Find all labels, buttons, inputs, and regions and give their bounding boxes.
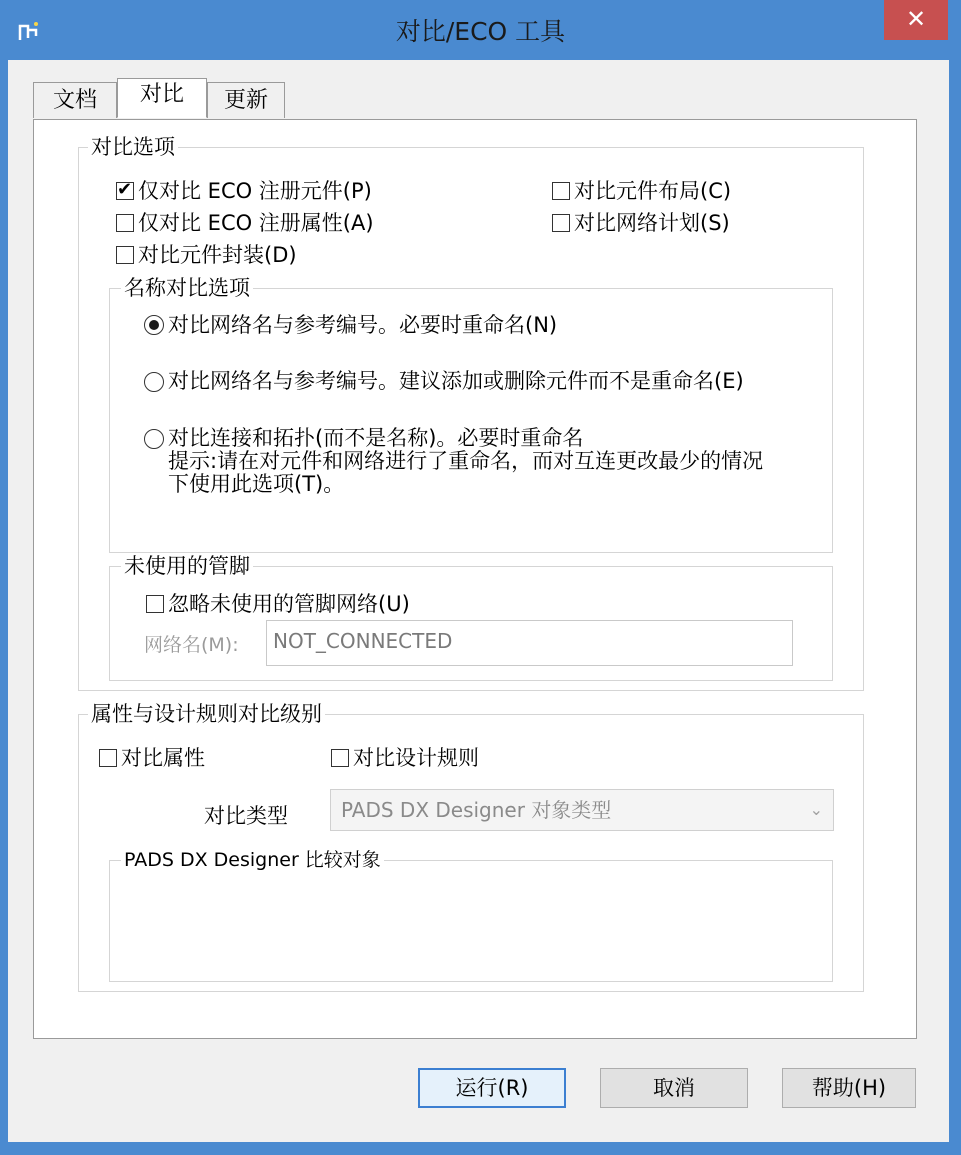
radio-suggest[interactable]: [144, 370, 784, 393]
radio-rename[interactable]: [144, 313, 557, 337]
compare-options-legend: 对比选项: [88, 135, 178, 159]
checkbox-box[interactable]: [331, 749, 349, 767]
checkbox-box[interactable]: [116, 246, 134, 264]
chevron-down-icon[interactable]: ⌄: [809, 800, 823, 819]
tab-compare[interactable]: 对比: [117, 78, 207, 118]
name-compare-legend: 名称对比选项: [121, 276, 253, 300]
only-eco-parts-label: 仅对比 ECO 注册元件(P): [138, 179, 372, 203]
checkbox-box[interactable]: [552, 182, 570, 200]
window-title: 对比/ECO 工具: [395, 17, 566, 46]
checkbox-box[interactable]: [116, 214, 134, 232]
checkbox-box[interactable]: [99, 749, 117, 767]
only-eco-parts-checkbox[interactable]: [116, 179, 372, 203]
tab-documents[interactable]: 文档: [33, 82, 117, 118]
checkbox-box[interactable]: [116, 182, 134, 200]
net-plan-checkbox[interactable]: [552, 211, 730, 235]
dx-objects-group: [109, 860, 833, 982]
compare-attrs-checkbox[interactable]: [99, 746, 205, 770]
compare-type-label: 对比类型: [204, 804, 288, 828]
help-button[interactable]: 帮助(H): [782, 1068, 916, 1108]
net-name-label: 网络名(M):: [144, 634, 239, 656]
client-area: [8, 60, 949, 1142]
radio-topology[interactable]: [144, 427, 784, 496]
run-button[interactable]: 运行(R): [418, 1068, 566, 1108]
radio-dot[interactable]: [144, 429, 164, 449]
part-placement-label: 对比元件布局(C): [574, 179, 732, 203]
only-eco-attrs-label: 仅对比 ECO 注册属性(A): [138, 211, 374, 235]
net-name-input[interactable]: NOT_CONNECTED: [266, 620, 793, 666]
part-placement-checkbox[interactable]: [552, 179, 731, 203]
compare-rules-label: 对比设计规则: [353, 746, 479, 770]
dx-objects-legend: PADS DX Designer 比较对象: [121, 848, 384, 872]
compare-rules-checkbox[interactable]: [331, 746, 479, 770]
radio-dot[interactable]: [144, 372, 164, 392]
checkbox-box[interactable]: [552, 214, 570, 232]
part-packages-checkbox[interactable]: [116, 243, 297, 267]
cancel-button[interactable]: 取消: [600, 1068, 748, 1108]
only-eco-attrs-checkbox[interactable]: [116, 211, 374, 235]
radio-rename-label: 对比网络名与参考编号。必要时重命名(N): [168, 313, 558, 337]
ignore-unused-pins-label: 忽略未使用的管脚网络(U): [168, 592, 410, 616]
title-bar[interactable]: [0, 0, 961, 60]
radio-topology-label: 对比连接和拓扑(而不是名称)。必要时重命名 提示:请在对元件和网络进行了重命名，而对互连更改最少的情况下使用此选项(T)。: [168, 426, 764, 496]
radio-suggest-label: 对比网络名与参考编号。建议添加或删除元件而不是重命名(E): [168, 369, 744, 393]
compare-attrs-label: 对比属性: [121, 746, 205, 770]
radio-dot[interactable]: [144, 315, 164, 335]
unused-pins-legend: 未使用的管脚: [121, 554, 253, 578]
attr-rules-legend: 属性与设计规则对比级别: [88, 702, 325, 726]
close-button[interactable]: ✕: [884, 0, 948, 40]
compare-type-select[interactable]: [330, 789, 834, 831]
compare-type-value: PADS DX Designer 对象类型: [341, 798, 612, 822]
net-plan-label: 对比网络计划(S): [574, 211, 730, 235]
compare-tab-panel: [33, 119, 917, 1039]
ignore-unused-pins-checkbox[interactable]: [146, 592, 410, 616]
part-packages-label: 对比元件封装(D): [138, 243, 297, 267]
tab-update[interactable]: 更新: [207, 82, 285, 118]
checkbox-box[interactable]: [146, 595, 164, 613]
